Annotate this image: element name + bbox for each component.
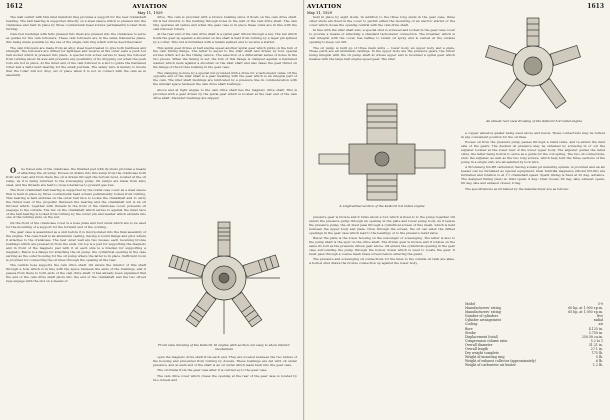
paragraph: a copper asbestos gasket being used above and below. These connections may be turned in any convenient position for the oil lines. [461, 131, 605, 139]
spec-row: Weight of mounting ring 5 lb. [465, 355, 603, 360]
paragraph: The cam drive cover which closes the opening at the rear of the gear case is located by two dowels and [153, 373, 297, 382]
spec-row: Number of cylinders five [465, 314, 603, 319]
spec-row: Overall length 27.1 in. [465, 347, 603, 352]
spec-row: Cooling air [465, 322, 603, 327]
paragraph: pressure gear is bronze and it turns about a foot which is fixed to to the pump together. Oil enters the pressure pump through an opening in the plate and lower pump body. As it leaves the pressure pump, the oil must pass through a cylindrical screen of fine mesh, which is held between the upper body and plate. Once through the screen, the oil can enter the drilled openings in the gear case which lead to the bearings or to the pressure relief valve. [309, 215, 455, 235]
engine-rear-drawing-icon [461, 14, 605, 118]
paragraph: One travel side of the crankcase, the finished pad with its studs provides a means of attaching the oil sump. Excess oil drains into this sump from the crankcase both front and rear, and from there the oil is drawn through the bottom bowl, located at the oil sump, as it is being returned to the scavenging pump. Oil sumps are made from alloy steel, and the threads are held to close tolerances to prevent gas loss. [6, 166, 146, 187]
right-col2 [461, 132, 605, 302]
spec-row: Cylinder arrangement radial [465, 318, 603, 323]
paragraph: drive. The cam is provided with a bronze bushing since it floats on the cam drive shaft. Oil is fed directly to the bushing through holes in the wall of the cam drive shaft. The cam ring operates all valves and when the gear case is in place these cams are in line with the cam follower rollers. [153, 15, 297, 31]
figure-caption-front: Front view drawing of the Kelkord 10 engine with section cut away to show interior mechanism [158, 343, 290, 351]
spec-row: Weight of carburetor air heater 1.2 lb. [465, 363, 603, 368]
left-page [0, 0, 304, 420]
paragraph: At the rear end of the cam drive shaft is a spiral gear driven through a key. The nut which holds the gear up against a shoulder on the shaft is held from turning by a taper pin splined by a cotter. This nut is furnished with a tensile splined end to receive a starter. [153, 32, 297, 45]
paragraph: The front crankshaft ball bearing is supported by the crank case cover as a steel sleeve that is held in place by three countersunk head screws permanently locked from turning. This bearing is held endwise on the outer ball race to locate the crankshaft and to carry the thrust load of the propeller. Between the bearing and the crankshaft nut is an oil thrower which, together with threads in the front of the crankcase cover, prevents oil seepage to the outside. The nut on the crankshaft which serves to against the inner race of the ball bearing is locked from turning by the cotter pin and washer which extends into one of the turning slots on the nut. [6, 188, 146, 220]
left-col2-bottom [153, 356, 297, 416]
front-view-drawing [148, 214, 300, 342]
running-date-right: May 11, 1929 [307, 11, 332, 15]
paragraph: The oil pump is built up of three main units — lower body, an upper body and a plate. These parts are all aluminum castings. In the upper body are the pressure gears, the driver being integral with the oil pump shaft at whose upper end is mounted a spiral gear which meshes with the large half engine speed gear. The idler [309, 45, 455, 62]
engine-section-drawing-icon [309, 100, 455, 204]
paragraph: The clamping is done by a special nut provided with a drive for a tachometer cable. Of the opposite end of the idler shaft is a gear meshing with the gear which is an integral part of the cam. The idler shaft bushings are lubricated by a pressure line in communication with the annular space between the cam drive shaft bushings. [153, 70, 297, 87]
left-col1-top [6, 16, 146, 166]
specs-intro: The specifications as furnished by the manufacturer are as follows: [465, 186, 570, 191]
spec-row: Model 5-9 [465, 302, 603, 306]
paragraph: The central boss supports the cam drive shaft. Oil enters the interior of this shaft through a hole which is in line with the space between the ends of the bushings, and it passes from there to both ends of the cam drive shaft. It has already been explained that the end of the cam drive shaft pilots into the end of the crankshaft and the two off-set lugs engage with the slot on a means of [6, 263, 146, 283]
specifications-table [465, 302, 603, 368]
left-col1-bottom [6, 168, 146, 416]
longitudinal-section-drawing [309, 100, 455, 204]
paragraph: open the magneto drive shaft from each end. They are located between the two halves of the housing and prevented from turning by dowels. These bushings are fed with oil under pressure, and at each end of the shaft is an oil outlet which leads back into the gear case. [153, 355, 297, 367]
figure-caption-section: A longitudinal section of the Kelkord 5-9 radial engine [339, 204, 425, 208]
engine-front-drawing-icon [148, 214, 300, 342]
running-head-right: AVIATION May 11, 1929 [307, 4, 377, 16]
paragraph: On the front of the crankcase cover is a nose plate and four studs which are to be used for the mounting of a support for the forward end of the cowling. [6, 220, 146, 229]
left-col2-top [153, 16, 297, 212]
page-number-right: 1613 [587, 3, 604, 10]
paragraph: A Stromberg NA-R8 carburetor, having a main jet metering system, is provided and an air heater can be furnished as special equipment. Dual Scintilla magnetos (Model PN-9D) are furnished and rotation is at 1¼ crankshaft speed. Spark timing is fixed at 25 deg. advance. The designed timing (feet) is: Inlet opens, 0 deg.; Inlet closed, 60 deg. late; exhaust opens, 60 deg. late and exhaust closed, 0 deg. [461, 165, 605, 186]
running-date-left: May 11, 1929 [137, 11, 163, 15]
paragraph: held in place by eight studs. In addition to the three long studs in the gear case, three other studs are fixed in the cover to permit either the mounting of an electric starter or the cover which closes the opening central with the cam drive shaft. [309, 15, 455, 27]
paragraph: The oil drains from the gear case after it is carried up to the gear case. [157, 368, 268, 373]
spec-row: Compression volume ratio 5.2 to 1 [465, 338, 603, 343]
paragraph: The gear case is assembled as a unit before it is incorporated into the final assembly of the engine. The case itself is an aluminum casting, having a round flange and pilot where it attaches to the crankcase. The rear outer wall are two bosses, each receiving bronze bushings which are pressed in from the ends. On top is a pad for supporting the magneto and in front of the magneto pad with it at each side is a bracket for supporting a magneto. Below is a flange for attaching the oil pump, the cylindrical opening in the case serving as the outer housing for the oil pump where the latter is in place. Sufficient room is provided for connecting the oil lines through the opening at the rear. [6, 230, 146, 262]
paragraph: In line with the idler shaft axis, a special stud is screwed and locked in the gear case cover to provide a means of attaching a standard tachometer connection. The breather, which is cast integral with the cover, has baffles to retain oil spray and is vented at the outside opening to keep out dirt. [309, 28, 455, 45]
figure-caption-rear: An almost rear view drawing of the Kelkord 5-9 radial engine [485, 119, 583, 123]
spec-row: Displacement (total) 250.58 cu.in. [465, 334, 603, 339]
spec-row: Stroke 3.750 in. [465, 330, 603, 335]
paragraph: Cam-rion bushings with felts pressed into them are pressed into the crankcase to serve as guides for the cam followers. These cam followers are in the same transverse plane, this being made possible by the use of the single cam ring which will be described later. [6, 32, 146, 45]
paragraph: Excess oil from the pressure pump passes through a relief valve, and re-enters the inlet side of the gears. The desired oil pressure may be obtained by screwing in or out the adjuster located at the lower rear of the lower upper body. The adjuster guides the relief valve, the latter being hollow to serve as a guide for the coil spring. The two oil connections, stub, the adjuster, as well as the two long screws, which help hold the three sections of the pump in a single unit, are all safetied by lock wire. [461, 140, 605, 164]
right-col1-bottom [309, 216, 455, 416]
paragraph: The cam followers are made from an alloy steel heat-treated to give both hardness and strength. The followers are drilled for lightness and receive at the outer ends a push rod ball socket which is pressed into place. A special lock screw serves to keep the follower from turning about its axis and prevents any possibility of its dropping out when the push rods are not in place. At the inner end of the cam follower is a slot to guide the hardened roller and a half-round bearing for the small journals. The safety wire is merely to insure that the roller will not drop out of place when it is not in contact with the cam as in assembly. [6, 45, 146, 77]
rear-view-drawing [461, 14, 605, 118]
spec-row: Manufacturers' rating 60 hp. at 1,900 r.p.m. [465, 306, 603, 311]
paragraph: This spiral gear drives at half engine speed another spiral gear which pilots on the hub of the cam timing flange. The latter is keyed to the idler shaft and driven by four special screws which act as the timing device. The selection of a differential series of holes in the two pieces. When the timing is set, the hub of this flange is clamped against a hardened washer which rests against a shoulder on the idler shaft and also takes the gear thrust on the flange of the bronze bushing in the gear case. [153, 45, 297, 70]
spec-row: Overall diameter 31.21 in. [465, 342, 603, 347]
running-head-left: AVIATION May 11, 1929 [100, 4, 200, 16]
right-col1-top [309, 16, 455, 96]
spec-row: Dry weight complete 175 lb. [465, 351, 603, 356]
spec-row: Manufacturers' rating 65 hp. at 1,950 r.p.m. [465, 310, 603, 315]
paragraph: Above and at right angles to the cam drive shaft lies the magneto drive shaft. This is provided with a gear driven by the spiral gear which is located at the rear end of the cam drive shaft. Shoulder bushings are slipped [153, 87, 297, 100]
right-page [305, 0, 610, 420]
paragraph: The pressure and scavenging oil connections for the lines to the outside oil tank are alike. A hollow stud draws the bronze connection up against the lower body, [309, 257, 455, 266]
spec-row: Bore 4.125 in. [465, 326, 603, 331]
spec-row: Weight of exhaust collector (approximately) 6 lb. [465, 359, 603, 364]
page-number-left: 1612 [6, 3, 23, 10]
paragraph: The wall cermit with this inlet manifold ring provides a support for the rear crankshaft bearing. The ball bearing is supported directly on a steel sleeve which is pressed into the crankcase and held in place by three countersunk head screws permanently locked from turning. [6, 15, 146, 31]
paragraph: Below the plate is the lower housing on the scavenger or scavenging. The latter is also to the pump shaft is the spur on the drive shaft. The driven gear is bronze and it rotates on the same fix bolt as the pressure driven gear above. Oil enters the cylindrical opening in the gear case surrounding the pump through the hollow dowel which is used to locate the gear. It must pass through a coarse mesh brass screen before entering the gears. [309, 236, 455, 256]
